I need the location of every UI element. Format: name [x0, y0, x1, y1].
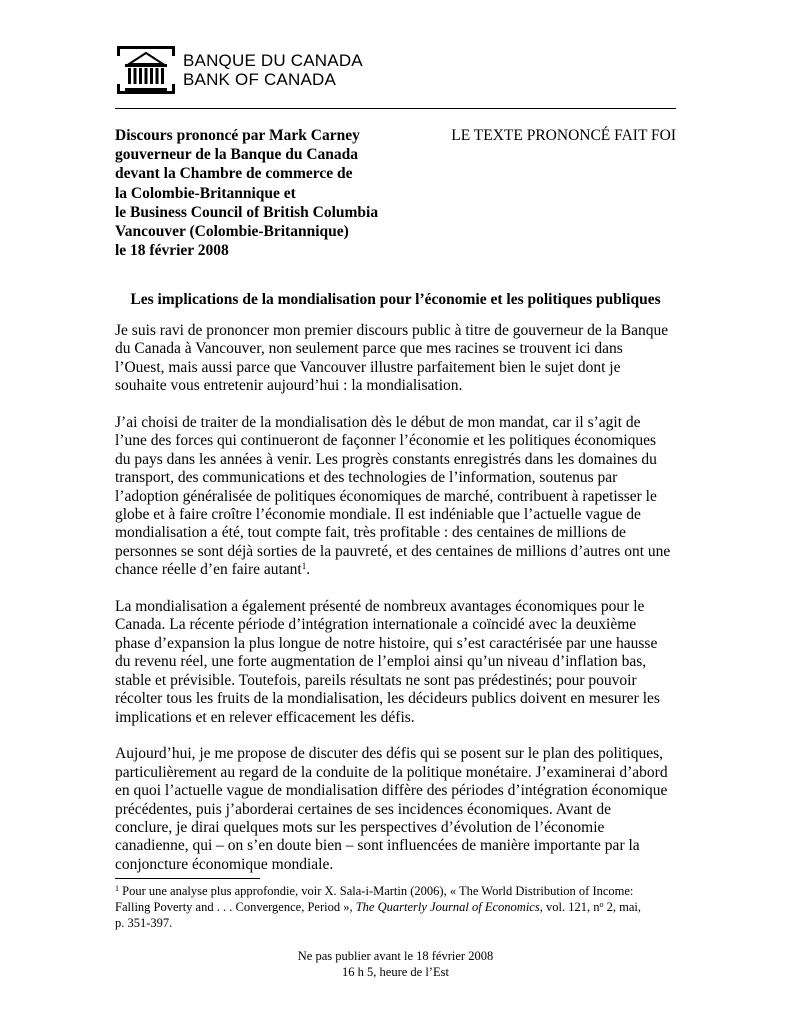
footnote-line [115, 899, 676, 915]
text-line: La mondialisation a également présenté de nombreux avantages économiques pour le [115, 598, 645, 616]
sentence-end: . [306, 561, 311, 579]
bank-header [115, 44, 363, 96]
speaker-line: devant la Chambre de commerce de [115, 165, 353, 183]
footnote-marker: 1 [115, 884, 119, 893]
footnote-line: p. 351-397. [115, 916, 173, 930]
embargo-time: 16 h 5, heure de l’Est [342, 965, 449, 979]
paragraph [115, 598, 676, 727]
speaker-line: le Business Council of British Columbia [115, 203, 379, 221]
footnote-reference-link[interactable]: 1 [301, 561, 307, 572]
speech-body [115, 322, 676, 893]
text-line: J’ai choisi de traiter de la mondialisation dès le début de mon mandat, car il s’agit de [115, 414, 641, 432]
text-line: précédentes, puis j’aborderai certaines de ses incidences économiques. Avant de [115, 800, 611, 818]
text-line: Je suis ravi de prononcer mon premier discours public à titre de gouverneur de la Banque [115, 322, 669, 339]
speech-title: Les implications de la mondialisation pour l’économie et les politiques publiques [130, 291, 661, 308]
text-line: stable et prévisible. Toutefois, pareils résultats ne sont pas prédestinés; pour pouvoir [115, 671, 637, 689]
text-line: implications et en relever efficacement les défis. [115, 708, 415, 726]
bank-name [183, 51, 363, 89]
speaker-line: Vancouver (Colombie-Britannique) [115, 223, 349, 241]
speaker-details [115, 126, 415, 260]
text-line: Aujourd’hui, je me propose de discuter des défis qui se posent sur le plan des politiques, [115, 745, 663, 763]
text-line: globe et à faire croître l’économie mondiale. Il est indéniable que l’actuelle vague de [115, 506, 641, 524]
text-line: canadienne, qui – on s’en doute bien – sont influencées de manière importante par la [115, 837, 640, 855]
speaker-line: la Colombie-Britannique et [115, 184, 296, 202]
paragraph [115, 745, 676, 874]
text-line: du revenu réel, une forte augmentation de l’emploi ainsi qu’un niveau d’inflation bas, [115, 653, 647, 671]
text-line-with-footnote [115, 561, 676, 579]
text-line: récolter tous les fruits de la mondialisation, les décideurs publics doivent en mesurer les [115, 690, 660, 708]
footnote-text: Pour une analyse plus approfondie, voir X. Sala-i-Martin (2006), « The World Distribution of Income: [119, 884, 634, 898]
text-line: conjoncture économique mondiale. [115, 855, 334, 873]
journal-title: The Quarterly Journal of Economics [355, 900, 540, 914]
bank-name-french: BANQUE DU CANADA [183, 51, 363, 70]
text-line: conclure, je dirai quelques mots sur les perspectives d’évolution de l’économie [115, 818, 605, 836]
text-line: mondialisation a été, tout compte fait, très profitable : des centaines de millions de [115, 524, 626, 542]
text-line: en quoi l’actuelle vague de mondialisation diffère des périodes d’intégration économique [115, 782, 668, 800]
text-line: particulièrement au regard de la conduite de la politique monétaire. J’examinerai d’abord [115, 763, 668, 781]
footnote-text: , vol. 121, n [539, 900, 600, 914]
text-line: du pays dans les années à venir. Les progrès constants enregistrés dans les domaines du [115, 450, 657, 468]
footnote [115, 883, 676, 931]
footnote-text: Falling Poverty and . . . Convergence, Period », [115, 900, 356, 914]
footnote-line [115, 883, 676, 899]
footnote-text: 2, mai, [603, 900, 641, 914]
bank-building-logo-icon [115, 44, 177, 96]
text-line: transport, des communications et des technologies de l’information, soutenus par [115, 469, 618, 487]
header-divider [115, 108, 676, 109]
speaker-line: le 18 février 2008 [115, 242, 229, 260]
number-superscript: o [599, 900, 604, 909]
footnote-divider [115, 878, 260, 879]
speaker-line: Discours prononcé par Mark Carney [115, 127, 360, 144]
text-line: chance réelle d’en faire autant [115, 561, 302, 579]
text-line: phase d’expansion la plus longue de notre histoire, qui s’est caractérisée par une hausse [115, 634, 658, 652]
embargo-date: Ne pas publier avant le 18 février 2008 [297, 949, 494, 963]
text-line: personnes se sont déjà sorties de la pauvreté, et des centaines de millions d’autres ont une [115, 542, 671, 560]
text-line: du Canada à Vancouver, non seulement parce que mes racines se trouvent ici dans [115, 340, 623, 358]
text-line: souhaite vous entretenir aujourd’hui : la mondialisation. [115, 377, 463, 395]
text-line: l’une des forces qui continueront de façonner l’économie et les politiques économiques [115, 432, 657, 450]
check-against-delivery-note: LE TEXTE PRONONCÉ FAIT FOI [451, 127, 676, 144]
text-line: l’adoption généralisée de politiques économiques de marché, contribuent à rapetisser le [115, 487, 657, 505]
speaker-line: gouverneur de la Banque du Canada [115, 146, 359, 164]
embargo-notice [115, 948, 676, 980]
text-line: Canada. La récente période d’intégration internationale a coïncidé avec la deuxième [115, 616, 637, 634]
paragraph [115, 414, 676, 580]
bank-name-english: BANK OF CANADA [183, 70, 336, 89]
paragraph [115, 322, 676, 396]
text-line: l’Ouest, mais aussi parce que Vancouver illustre parfaitement bien le sujet dont je [115, 358, 621, 376]
